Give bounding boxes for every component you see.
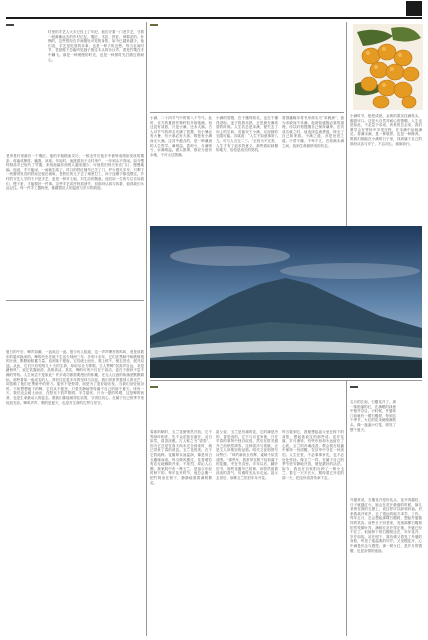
article-body-village-craftsman-intro: 村里的手艺人大多已经上了年纪，他们守着一门老手艺，守着一段渐渐远去的乡村记忆。篾匠、木匠、铁匠、弹棉花的、补锅的，这些曾经在乡间随处可见的身影，如今已越来越少。他们说，手艺是吃饭的本事，也是一辈子的念想。每当农闲时节，老屋檐下总能听见刨子推过木头的沙沙声，看见竹篾在手中翻飞。那是一种缓慢的时光，也是一种被时光打磨过的耐心。 <box>48 30 144 62</box>
section-tag-right <box>350 386 358 388</box>
page-number <box>406 1 422 16</box>
article-body-pomegranate: 外婆常说，石榴花开是好兆头，花开得越旺，日子就越红火。她会在花开最盛的时候，摘几朵别在我的衣襟上，说这样可以辟邪祈福。后来我离开家乡，去了很远的地方求学、工作。每年五月，总会想起那棵石榴树，想起外婆慈祥的笑容。前些日子回老家，发现那棵石榴树依然枝繁叶茂，满树红花开得正艳。外婆已经不在了，但她种下的石榴树还在，年年花开，岁岁如故。站在树下，我仿佛又看见了外婆的身影，听见了她温柔的叮咛。又见榴花开，心中满是怀念与感恩。那一树火红，是岁月的馈赠，也是亲情的延续。 <box>350 498 422 553</box>
section-tag-center-mid <box>150 386 158 388</box>
article-body-cicada: 夏日的午后，蝉声如潮，一浪高过一浪。很少有人知道，这一声声嘹亮的鸣叫，竟是用数年的蛰伏换来的。蝉的幼虫在地下生活少则两三年，多则十余年，它们在黑暗中吮吸树根的汁液，默默地积蓄力量。直到某个夏夜，它们破土而出，爬上树干，蜕去旧壳，展开双翅。从此，它们只有短短几十天的生命，却用尽全力歌唱。古人赞蝉“居高声自远，非是藉秋风”，说它饮露而清，品格高洁。其实，蝉的可贵不仅在于高洁，更在于那份不急不躁的等待。人生何尝不是如此？许多成功都需要漫长的积累，在无人注意的角落里默默耕耘。那些看似一夜成名的人，背后往往是多年的坚持与沉淀。我们常常羡慕别人的光芒，却忽略了他们在黑暗中的努力。蛰伏不是停滞，而是为了更好地出发。当我们身处低谷时，不妨想想地下的蝉，它们从不抱怨，只是安静地等待属于自己的那个夏天。终有一天，我们也会破土而出，在阳光下放声歌唱。半生蛰伏，只为一夏的鸣唱，这是蝉的宿命，也是生命最动人的姿态。愿我们都能耐得住寂寞，守得住初心，在属于自己的季节里绽放光彩。蝉鸣声声，唱的是夏天，也是对生命的礼赞与坚守。 <box>6 350 144 405</box>
column-rule-right-top <box>346 22 347 232</box>
article-body-xiaoman-col3: 曾国藩晚年将书房命名为“求阙斋”，意为求缺而不求满。他深知盛极必衰的道理，所以时刻提醒自己保持谦卑。在功成名就之时，他选择急流勇退，保全了自己和家族。小满之道，亦是处世之道。不骄不躁，不卑不亢，在将满未满之间，找到生命最舒适的状态。 <box>282 116 344 148</box>
column-rule-right-bottom <box>346 380 347 636</box>
left-divider <box>6 300 144 301</box>
deck-divider <box>150 112 344 113</box>
article-body-village-craftsman: 老李是村里最后一个篾匠。他的手粗糙而灵巧，一根毛竹在他手中被劈成细如发丝的篾条，再编成箩筐、簸箕、凉席。年轻时，他挑着担子走村串户，一年到头不得闲。如今塑料制品早已取代了竹器，来找他编东西的人越来越少，可他依旧每天坐在门口，慢慢地编。他说，手不能闲，一闲就生疏了。村口的铁匠铺早已关了门，炉火熄灭多年，只剩下一块磨得发亮的铁砧还留在墙角。老铁匠的儿子去了城里打工，孙子连锤子都没摸过。乡村的守艺人守的不只是手艺，更是一种对土地、对生活的敬意。他们用一生的专注告诉我们，慢下来，才能做好一件事。这些手艺或许终将消失，但那份认真与执着，值得我们永远记住。每一件手工器物里，都藏着匠人的温度与岁月的痕迹。 <box>6 154 144 191</box>
article-body-xiaoman-col2: 小满的智慧，在于懂得知足，也在于懂得进取。麦子将熟未熟，正是最充满希望的时候。人生若总是求满，便失去了向上的空间；若能安于小满，反而拥有无限可能。苏轼说：“人生不如意事常八九，可与人言无二三。”正因为不完美，人生才有了追求的意义。那些看似缺憾的地方，恰恰是成长的契机。 <box>216 116 278 153</box>
center-divider <box>150 380 422 381</box>
section-tag-left <box>6 24 14 26</box>
article-body-pomegranate-intro: 五月的江南，石榴花开了。那一抹艳丽的红，在满眼的绿意中格外夺目。小时候，外婆家门前就有一棵石榴树，每到这个季节，火红的花朵便缀满枝头，像一盏盏小灯笼，照亮了整个夏天。 <box>350 400 396 432</box>
article-body-magnolia-col3: 每当看到它，我便想起祖父坐在树下的身影，想起他说过的那些话。花开花落，岁月流转，有些东西却永远留在了心底。玉兰的冷魂浅香，教会我在喧嚣中保持一份清醒，在浮华中守住一份淡泊。人生在世，不必事事争先，也不必处处张扬。像玉兰一样，在属于自己的季节里安静地开放，便是最好的活法。如今，我也在自家阳台种了一株小玉兰，看它一天天长大，期待着它开花的那一天，把这份清香传承下去。 <box>282 430 344 480</box>
loquat-fruit-image <box>353 24 423 110</box>
article-body-xiaoman-col1: 小满，二十四节气中的第八个节气。此时，北方的夏熟作物籽粒开始饱满，但还没有成熟，只是小满，还未大满。古人对节气的命名充满了智慧，有小暑必有大暑，有小寒必有大寒，唯独有小满而无大满。这其中蕴含的，是一种谦逊的人生哲学。满则溢，盈则亏，月满则亏，水满则溢。做人做事，都应当留有余地，不可太过圆满。 <box>150 116 212 157</box>
article-body-magnolia-col2: 祖父说，玉兰是有魂的花，它的魂是冷的，香是浅的。它不与百花争艳，只在早春的寒风中独自绽放，然后在群芳盛开之前悄然凋零。这种清冷与孤傲，正是文人所推崇的品格。明代文征明曾写诗赞曰：“绰约新妆玉有辉，素娥千队雪成围。”那些年，我常常在树下捡拾落下的花瓣，夹在书页里。多年以后，翻开旧书，那些花瓣早已枯黄，却依然留着淡淡的香气，仿佛时光从未走远。祖父去世后，那株玉兰依旧年年开花。 <box>216 430 278 480</box>
masthead-rule <box>6 17 422 19</box>
article-body-magnolia-col1: 春寒料峭时，玉兰花便悄然开放。它不等绿叶相伴，先于众花独自盛开，洁白如雪，清香淡雅。古人称之为“望春”，因为它总是在春天尚未完全到来时，就已带来了春的消息。玉兰花的美，在于它的纯粹。花瓣厚实而温润，像是用白玉雕琢而成。每当微风拂过，花香便若有若无地飘散开来，不浓烈，却沁人心脾。我家院中有一株玉兰，是祖父年轻时种下的。每年花开时节，他总会搬一把竹椅坐在树下，静静地看着满树繁花。 <box>150 430 212 485</box>
article-body-xiaoman-col4: 小满时节，枇杷成熟，金黄的果实挂满枝头，酸甜可口。这是大自然对耐心的馈赠。人生也是如此，不必急于求成，该来的总会来。我们要学会在等待中享受过程，在未满中品味满足。将满未满，是一种境界，也是一种修养。愿我们都能在小满的日子里，找到属于自己的那份从容与安宁，不忘初心，砥砺前行。 <box>350 114 422 146</box>
mountain-landscape-image <box>150 226 422 378</box>
section-tag-center-top <box>150 24 158 26</box>
column-rule-left <box>146 22 147 636</box>
